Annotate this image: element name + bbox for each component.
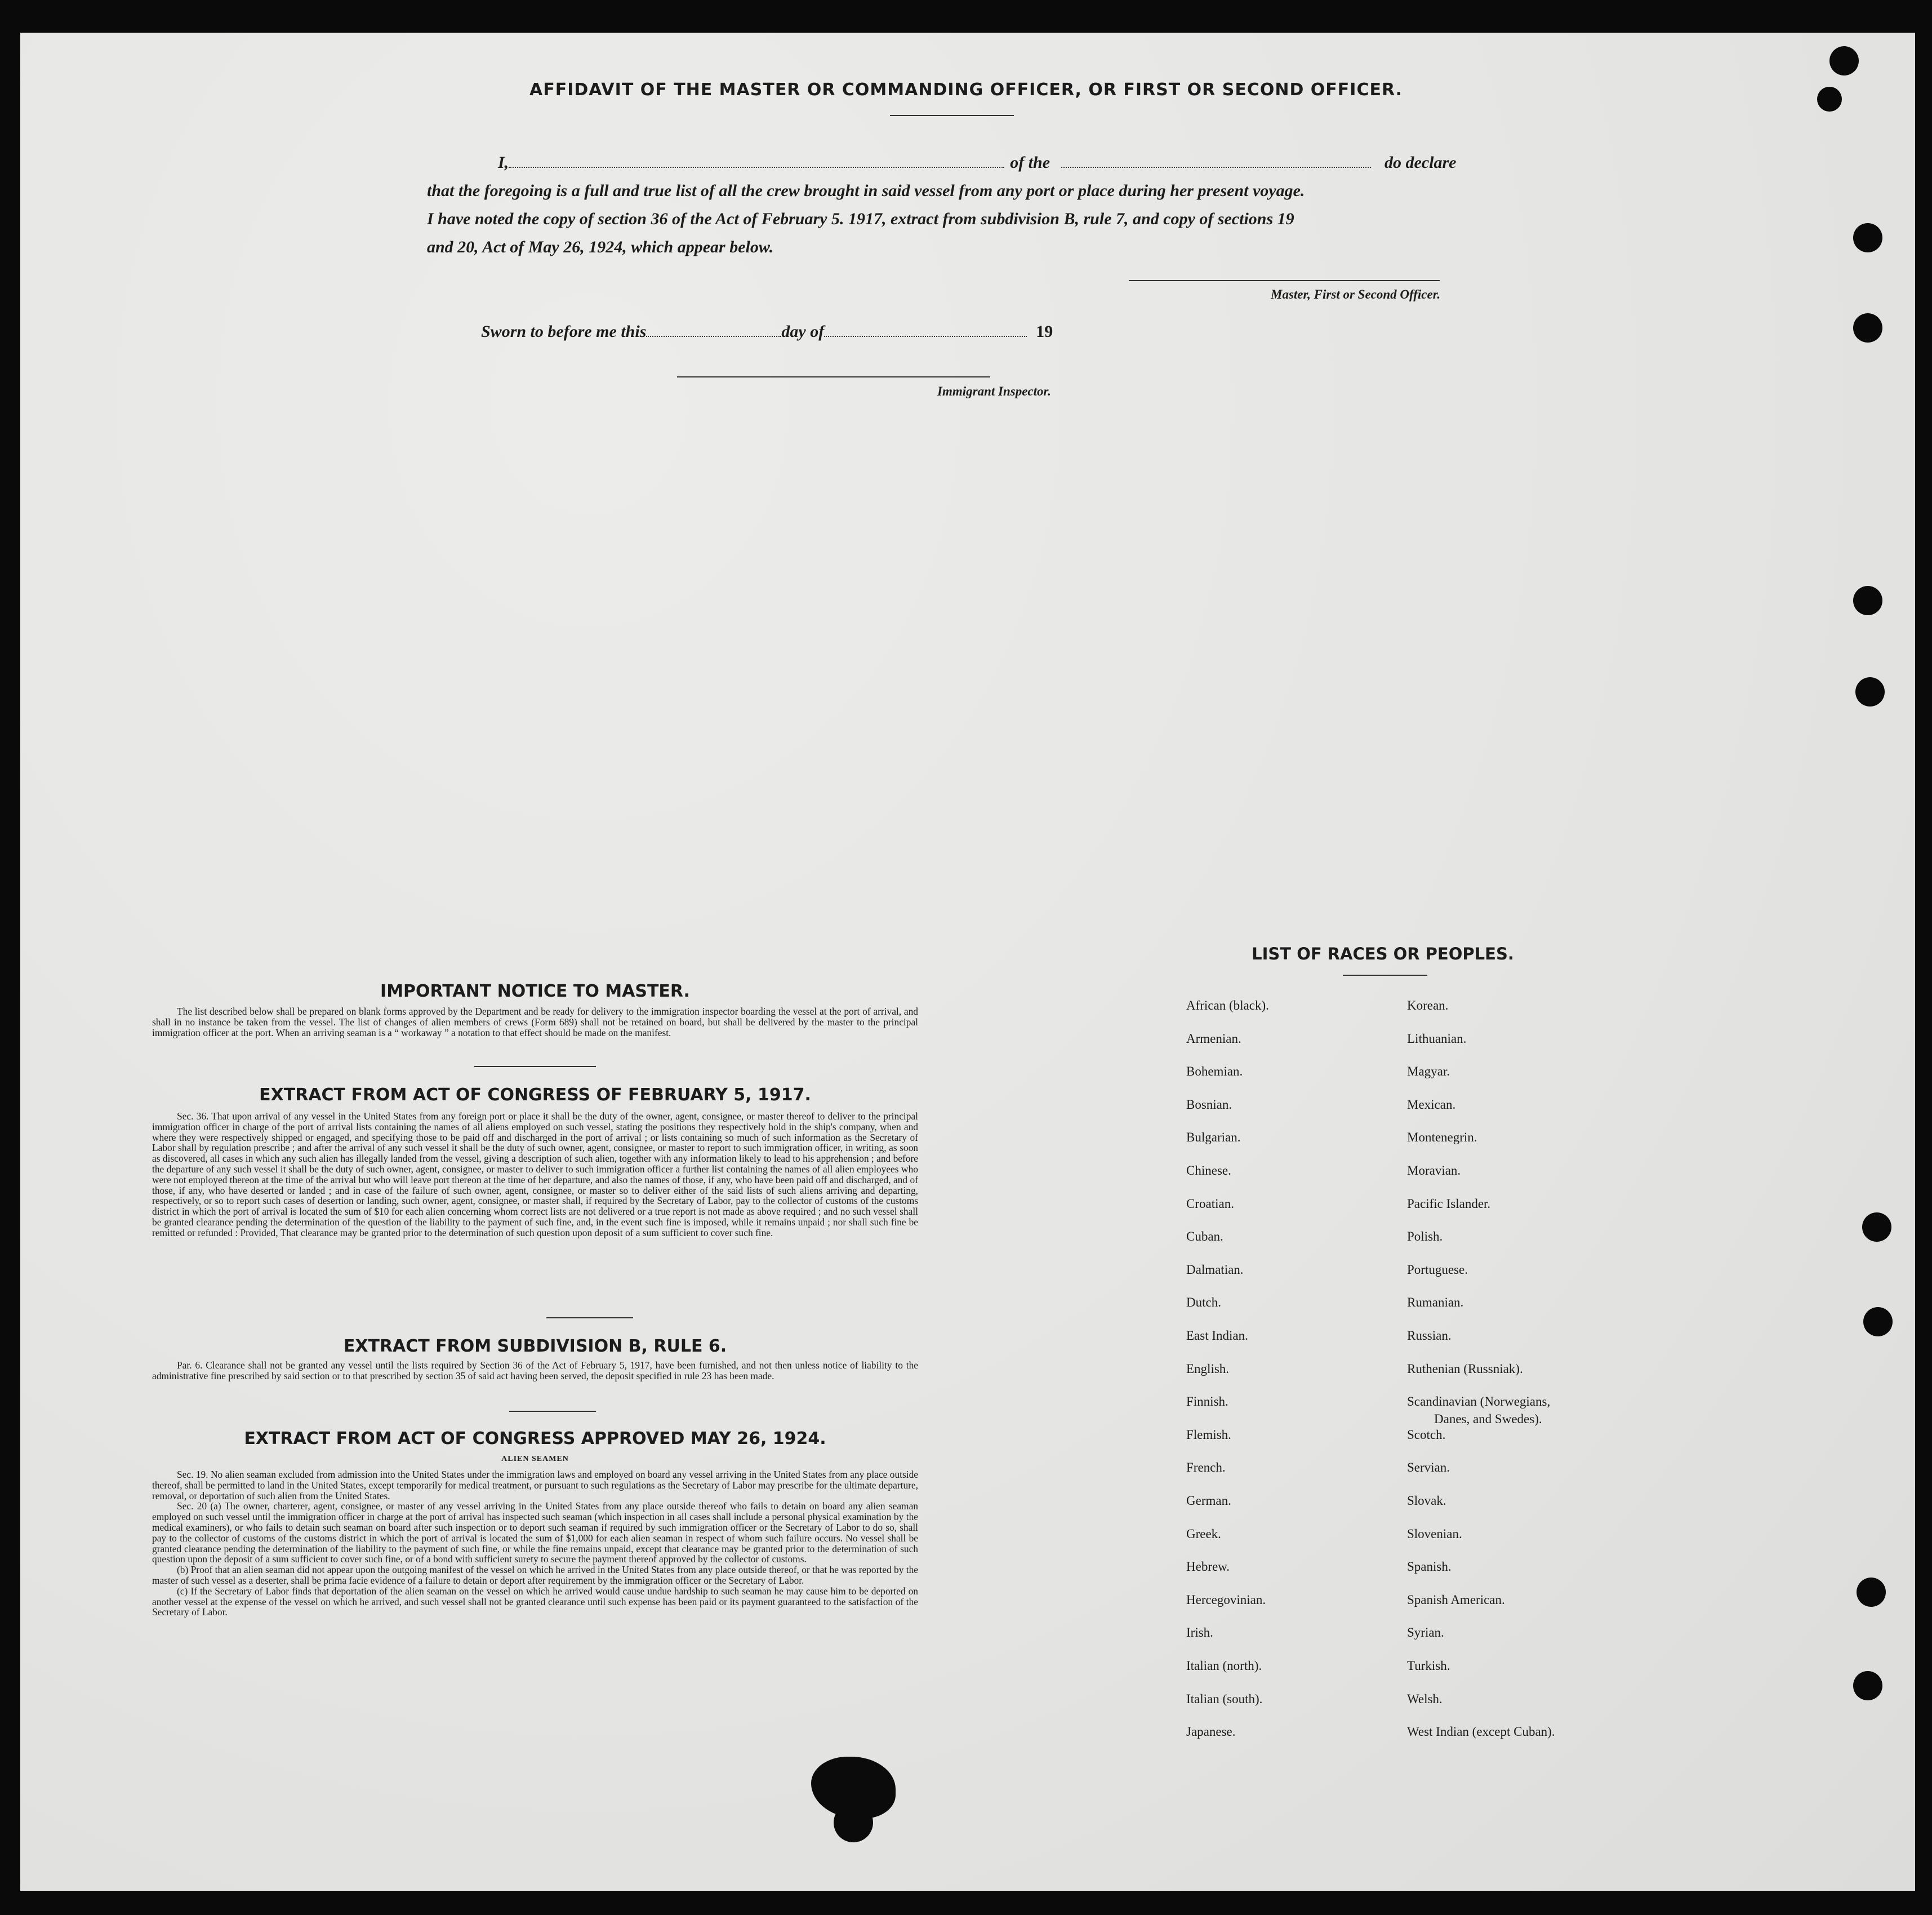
sec-20c-text: (c) If the Secretary of Labor finds that deportation of the alien seaman on the vessel on which he arrived would cause undue hardship to such seaman he may cause him to be deported on another vessel at the expense of the vessel on which he arrived, and such vessel shall not be granted clearance until such expense has been paid or its payment guaranteed to the satisfaction of the Secretary of Labor. xyxy=(152,1585,918,1618)
master-signature-line[interactable] xyxy=(1129,280,1440,281)
race-item: Japanese. xyxy=(1186,1725,1236,1739)
day-blank[interactable] xyxy=(646,335,781,337)
race-item: Spanish. xyxy=(1407,1559,1452,1574)
race-item: French. xyxy=(1186,1460,1226,1475)
divider xyxy=(474,1066,596,1067)
race-item: Greek. xyxy=(1186,1526,1221,1541)
race-item: Flemish. xyxy=(1186,1427,1231,1442)
sworn-line xyxy=(481,322,1053,341)
alien-seamen-subtitle: ALIEN SEAMEN xyxy=(501,1455,569,1463)
race-item: Dutch. xyxy=(1186,1295,1221,1310)
race-item: Armenian. xyxy=(1186,1031,1241,1046)
race-item: Ruthenian (Russniak). xyxy=(1407,1361,1523,1376)
punch-hole xyxy=(1853,223,1882,252)
punch-hole xyxy=(1853,1671,1882,1700)
race-item: Chinese. xyxy=(1186,1163,1231,1178)
race-item: Slovenian. xyxy=(1407,1526,1462,1541)
extract-rule6-body xyxy=(152,1360,918,1381)
race-item: Hercegovinian. xyxy=(1186,1592,1266,1607)
race-item: Mexican. xyxy=(1407,1097,1456,1112)
punch-hole xyxy=(1855,677,1885,707)
race-item: Croatian. xyxy=(1186,1196,1234,1211)
notice-text: The list described below shall be prepared on blank forms approved by the Department and be ready for delivery to the immigration inspector boarding the vessel at the port of arrival, and shall in no instance be taken from the vessel. The list of changes of alien members of crews (Form 689) shall not be retained on board, but shall be delivered by the master to the principal immigration officer at the port. When an arriving seaman is a “ workaway ” a notation to that effect should be made on the manifest. xyxy=(152,1006,918,1038)
race-item: Hebrew. xyxy=(1186,1559,1230,1574)
affidavit-of-the: of the xyxy=(1010,153,1050,172)
race-item: Cuban. xyxy=(1186,1229,1223,1244)
race-item: Moravian. xyxy=(1407,1163,1461,1178)
inspector-signature-label: Immigrant Inspector. xyxy=(937,384,1051,398)
race-item-continuation: Danes, and Swedes). xyxy=(1434,1412,1542,1426)
title-underline xyxy=(890,115,1014,116)
sec-19-text: Sec. 19. No alien seaman excluded from admission into the United States under the immigration laws and employed on board any vessel arriving in the United States from any place outside thereof, shall be permitted to land in the United States, except temporarily for medical treatment, or pursuant to such regulations as the Secretary of Labor may prescribe for the ultimate departure, removal, or deportation of such alien from the United States. xyxy=(152,1469,918,1501)
extract-1924-body xyxy=(152,1469,918,1618)
race-item: Montenegrin. xyxy=(1407,1130,1477,1145)
sec-20b-text: (b) Proof that an alien seaman did not appear upon the outgoing manifest of the vessel on which he arrived in the United States from any place outside thereof, or that he was reported by the master of such vessel as a deserter, shall be prima facie evidence of a failure to detain or deport after requirement by the immigration officer or the Secretary of Labor. xyxy=(152,1564,918,1586)
race-item: West Indian (except Cuban). xyxy=(1407,1725,1555,1739)
extract-1924-title: EXTRACT FROM ACT OF CONGRESS APPROVED MAY 26, 1924. xyxy=(244,1429,826,1449)
race-item: Italian (north). xyxy=(1186,1659,1262,1673)
race-item: Bulgarian. xyxy=(1186,1130,1241,1145)
race-item: Korean. xyxy=(1407,998,1449,1012)
race-item: Finnish. xyxy=(1186,1394,1228,1409)
race-item: Lithuanian. xyxy=(1407,1031,1467,1046)
race-item: Portuguese. xyxy=(1407,1262,1468,1277)
race-item: Scandinavian (Norwegians, xyxy=(1407,1394,1551,1409)
race-item: Welsh. xyxy=(1407,1691,1443,1706)
master-signature-label: Master, First or Second Officer. xyxy=(1271,287,1441,301)
month-blank[interactable] xyxy=(824,335,1027,337)
extract-rule6-title: EXTRACT FROM SUBDIVISION B, RULE 6. xyxy=(343,1336,727,1356)
sworn-day-of: day of xyxy=(781,322,825,341)
race-item: Bosnian. xyxy=(1186,1097,1232,1112)
extract-1917-body xyxy=(152,1111,918,1238)
race-item: Italian (south). xyxy=(1186,1691,1263,1706)
race-item: Polish. xyxy=(1407,1229,1443,1244)
race-item: Turkish. xyxy=(1407,1659,1450,1673)
affidavit-i: I, xyxy=(498,153,509,172)
race-item: Dalmatian. xyxy=(1186,1262,1244,1277)
race-item: Russian. xyxy=(1407,1328,1452,1343)
races-title: LIST OF RACES OR PEOPLES. xyxy=(1252,944,1514,963)
sworn-year: 19 xyxy=(1036,322,1053,341)
races-title-underline xyxy=(1343,975,1427,976)
punch-hole xyxy=(1829,46,1859,75)
divider xyxy=(509,1411,596,1412)
sworn-prefix: Sworn to before me this xyxy=(481,322,647,341)
sec-36-text: Sec. 36. That upon arrival of any vessel in the United States from any foreign port or place it shall be the duty of the owner, agent, consignee, or master thereof to deliver to the principal immigration officer in charge of the port of arrival lists containing the names of all aliens employed on such vessel, stating the positions they respectively hold in the ship's company, when and where they were respectively shipped or engaged, and specifying those to be paid off and discharged in the port of arrival ; or lists containing so much of such information as the Secretary of Labor shall by regulation prescribe ; and after the arrival of any such vessel it shall be the duty of such owner, agent, consignee, or master to report to such immigration officer, in writing, as soon as discovered, all cases in which any such alien has illegally landed from the vessel, giving a description of such alien, together with any information likely to lead to his apprehension ; and before the departure of any such vessel it shall be the duty of such owner, agent, consignee, or master to deliver to such immigration officer a further list containing the names of all alien employees who were not employed thereon at the time of the arrival but who will leave port thereon at the time of her departure, and also the names of those, if any, who have been paid off and discharged, and of those, if any, who have deserted or landed ; and in case of the failure of such owner, agent, consignee, or master so to deliver either of the said lists of such aliens arriving and departing, respectively, or so to report such cases of desertion or landing, such owner, agent, consignee, or master shall, if required by the Secretary of Labor, pay to the collector of customs of the customs district in which the port of arrival is located the sum of $10 for each alien concerning whom correct lists are not delivered or a true report is not made as above required ; and no such vessel shall be granted clearance pending the determination of the question of the liability to the payment of such fine, and, in the event such fine is imposed, while it remains unpaid ; nor shall such fine be remitted or refunded : Provided, That clearance may be granted prior to the determination of such question upon deposit of a sum sufficient to cover such fine. xyxy=(152,1110,918,1238)
notice-body xyxy=(152,1006,918,1038)
affidavit-line-2: that the foregoing is a full and true list of all the crew brought in said vessel from any port or place during her present voyage. xyxy=(427,181,1305,200)
vessel-blank[interactable] xyxy=(1061,166,1371,168)
affidavit-line-1 xyxy=(498,153,1456,172)
extract-1917-title: EXTRACT FROM ACT OF CONGRESS OF FEBRUARY 5, 1917. xyxy=(259,1085,811,1105)
race-item: German. xyxy=(1186,1494,1231,1508)
race-item: African (black). xyxy=(1186,998,1269,1012)
affidavit-title: AFFIDAVIT OF THE MASTER OR COMMANDING OFFICER, OR FIRST OR SECOND OFFICER. xyxy=(529,80,1403,100)
race-item: Scotch. xyxy=(1407,1427,1446,1442)
race-item: Pacific Islander. xyxy=(1407,1196,1491,1211)
affidavit-do-declare: do declare xyxy=(1385,153,1457,172)
divider xyxy=(546,1317,633,1318)
inspector-signature-line[interactable] xyxy=(677,376,990,377)
punch-hole xyxy=(1857,1578,1886,1607)
punch-hole xyxy=(1863,1307,1893,1336)
punch-hole xyxy=(1853,313,1882,343)
punch-hole xyxy=(1853,586,1882,615)
race-item: Magyar. xyxy=(1407,1064,1450,1079)
race-item: Irish. xyxy=(1186,1625,1213,1640)
race-item: Spanish American. xyxy=(1407,1592,1505,1607)
punch-hole xyxy=(1862,1212,1891,1242)
affidavit-line-4: and 20, Act of May 26, 1924, which appear below. xyxy=(427,238,774,256)
name-blank[interactable] xyxy=(509,166,1004,168)
race-item: Syrian. xyxy=(1407,1625,1444,1640)
par-6-text: Par. 6. Clearance shall not be granted any vessel until the lists required by Section 36 of the Act of February 5, 1917, have been furnished, and not then unless notice of liability to the administrative fine prescribed by said section or to that prescribed by section 35 of said act having been served, the deposit specified in rule 23 has been made. xyxy=(152,1359,918,1381)
affidavit-line-3: I have noted the copy of section 36 of the Act of February 5. 1917, extract from subdivision B, rule 7, and copy of sections 19 xyxy=(427,210,1294,228)
race-item: Slovak. xyxy=(1407,1494,1446,1508)
race-item: East Indian. xyxy=(1186,1328,1248,1343)
ink-blot xyxy=(834,1803,873,1842)
sec-20a-text: Sec. 20 (a) The owner, charterer, agent, consignee, or master of any vessel arriving in the United States from any place outside thereof who fails to detain on board any alien seaman employed on such vessel until the immigration officer in charge at the port of arrival has inspected such seaman (which inspection in all cases shall include a personal physical examination by the medical examiners), or who fails to detain such seaman on board after such inspection or to deport such seaman if required by such immigration officer or the Secretary of Labor to do so, shall pay to the collector of customs of the customs district in which the port of arrival is located the sum of $1,000 for each alien seaman in respect of whom such failure occurs. No vessel shall be granted clearance pending the determination of the liability to the payment of such fine, or while the fine remains unpaid, except that clearance may be granted prior to the determination of such question upon the deposit of a sum sufficient to cover such fine, or of a bond with sufficient surety to secure the payment thereof approved by the collector of customs. xyxy=(152,1500,918,1565)
race-item: English. xyxy=(1186,1361,1230,1376)
race-item: Bohemian. xyxy=(1186,1064,1243,1079)
notice-title: IMPORTANT NOTICE TO MASTER. xyxy=(380,981,690,1001)
race-item: Rumanian. xyxy=(1407,1295,1464,1310)
race-item: Servian. xyxy=(1407,1460,1450,1475)
